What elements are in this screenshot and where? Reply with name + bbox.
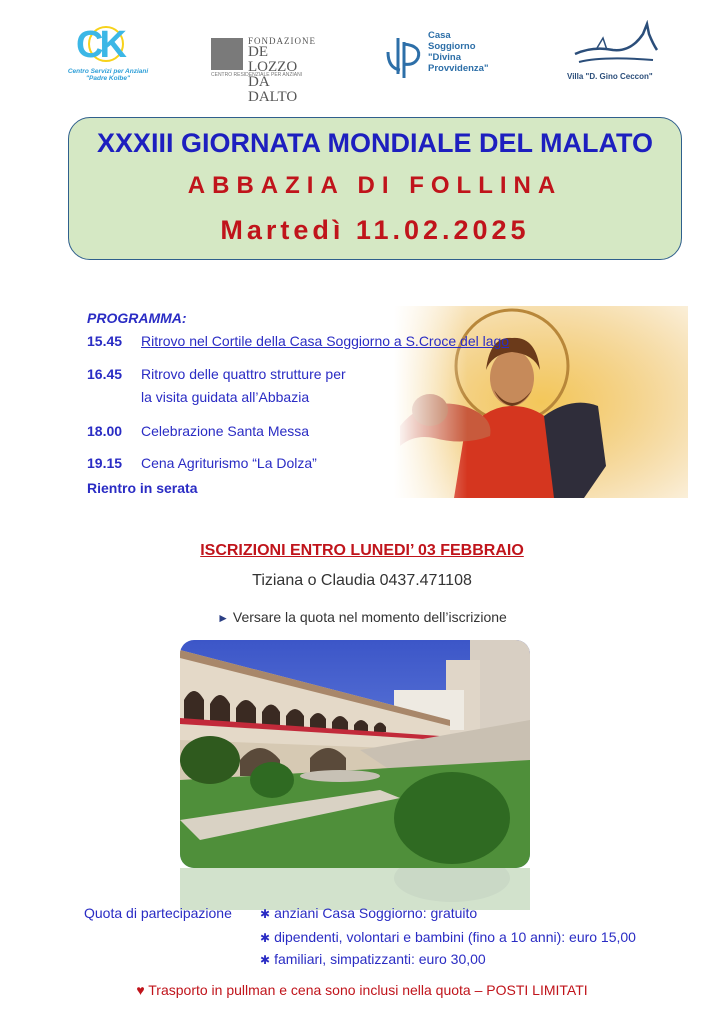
villa-landscape-icon [573,20,659,70]
program-time: 19.15 [87,455,123,471]
dp-line-3: "Divina [428,52,462,63]
dp-logo-text [428,30,488,74]
dp-logo-icon [384,34,428,80]
dp-line-4: Provvidenza" [428,63,489,74]
registration-deadline-text: ISCRIZIONI ENTRO LUNEDI’ 03 FEBBRAIO [200,542,524,559]
quota-item-text: familiari, simpatizzanti: euro 30,00 [274,951,486,967]
fondazione-emblem-icon [211,38,243,70]
arrow-right-icon: ► [217,611,230,625]
program-item [87,333,547,353]
quota-item [260,929,636,945]
quota-item-text: anziani Casa Soggiorno: gratuito [274,905,478,921]
asterisk-icon: ✱ [260,931,271,945]
villa-caption: Villa "D. Gino Ceccon" [567,72,653,81]
event-title: XXXIII GIORNATA MONDIALE DEL MALATO [96,128,653,158]
payment-note [0,609,724,625]
quota-item-text: dipendenti, volontari e bambini (fino a 10 anni): euro 15,00 [274,929,636,945]
logo-villa-gino-ceccon [567,20,663,88]
fondazione-name-line1: DE LOZZO [248,44,298,75]
registration-deadline [0,542,724,560]
program-time: 16.45 [87,366,123,382]
dp-line-1: Casa [428,30,451,41]
logo-casa-soggiorno-divina-provvidenza [384,30,489,86]
asterisk-icon: ✱ [260,907,271,921]
program-time: 15.45 [87,333,123,349]
event-place: ABBAZIA DI FOLLINA [187,172,563,199]
fondazione-label: FONDAZIONE [248,36,316,46]
program-description: Cena Agriturismo “La Dolza” [141,455,317,471]
program-item [87,423,387,443]
program-description: Celebrazione Santa Messa [141,423,310,439]
photo-reflection [180,868,530,910]
program-description[interactable]: Ritrovo nel Cortile della Casa Soggiorno a S.Croce del lago [141,333,510,349]
quota-item [260,951,486,967]
asterisk-icon: ✱ [260,953,271,967]
program-closing: Rientro in serata [87,480,198,496]
footer-text: Trasporto in pullman e cena sono inclusi nella quota – POSTI LIMITATI [148,982,588,998]
dp-line-2: Soggiorno [428,41,476,52]
program-item [87,366,387,406]
heart-icon: ♥ [136,982,149,998]
program-item [87,455,387,475]
abbey-cloister-photo [180,640,530,868]
program-title: PROGRAMMA: [87,310,187,326]
program-description: Ritrovo delle quattro strutture per [141,366,346,382]
event-date: Martedì 11.02.2025 [220,215,530,245]
payment-note-text: Versare la quota nel momento dell’iscrizione [232,609,507,625]
fondazione-caption: CENTRO RESIDENZIALE PER ANZIANI [211,72,303,78]
logo-fondazione-de-lozzo [211,36,316,105]
ck-logo-caption: Centro Servizi per Anziani "Padre Kolbe" [67,68,149,82]
quota-label: Quota di partecipazione [84,905,232,921]
quota-item [260,905,477,921]
ck-logo-letters: CK [76,24,123,66]
logo-centro-servizi-padre-kolbe [58,22,158,84]
fondazione-name-line2: DA DALTO [248,74,298,105]
footer-note [0,982,724,998]
program-description-line2: la visita guidata all’Abbazia [141,389,310,405]
program-time: 18.00 [87,423,123,439]
registration-contact: Tiziana o Claudia 0437.471108 [252,572,472,589]
